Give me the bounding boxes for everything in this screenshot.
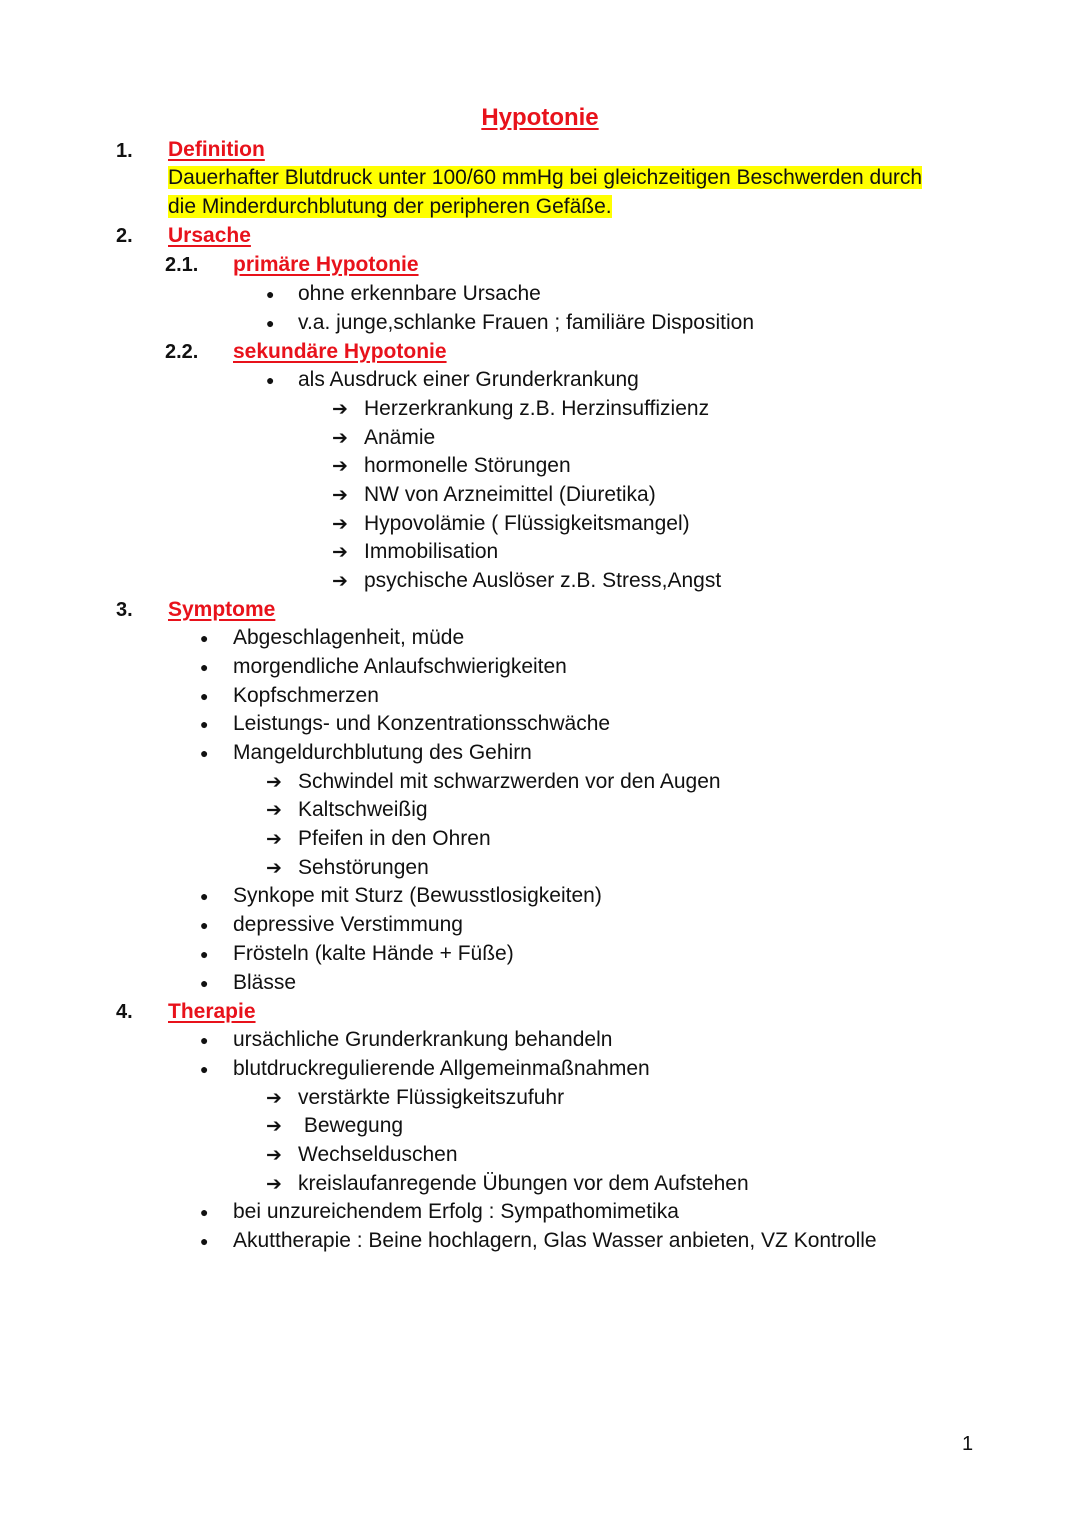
arrow-item: kreislaufanregende Übungen vor dem Aufstehen [298, 1172, 749, 1195]
arrow-icon: ➔ [332, 513, 348, 535]
arrow-icon: ➔ [332, 570, 348, 592]
arrow-item: hormonelle Störungen [364, 454, 571, 477]
arrow-item: NW von Arzneimittel (Diuretika) [364, 483, 656, 506]
arrow-icon: ➔ [266, 1087, 282, 1109]
subsection-number-2-2: 2.2. [165, 341, 199, 363]
arrow-item: Hypovolämie ( Flüssigkeitsmangel) [364, 512, 690, 535]
bullet-icon: ● [200, 745, 209, 761]
arrow-icon: ➔ [332, 541, 348, 563]
bullet-icon: ● [200, 659, 209, 675]
bullet-icon: ● [200, 946, 209, 962]
bullet-icon: ● [200, 1061, 209, 1077]
bullet-icon: ● [266, 372, 275, 388]
arrow-item: Kaltschweißig [298, 798, 428, 821]
list-item: v.a. junge,schlanke Frauen ; familiäre Disposition [298, 311, 755, 334]
arrow-icon: ➔ [266, 1173, 282, 1195]
section-number-4: 4. [116, 1001, 133, 1023]
arrow-icon: ➔ [332, 398, 348, 420]
section-number-3: 3. [116, 599, 133, 621]
list-item: Blässe [233, 971, 297, 994]
arrow-icon: ➔ [332, 427, 348, 449]
bullet-icon: ● [200, 1032, 209, 1048]
section-number-1: 1. [116, 140, 133, 162]
arrow-icon: ➔ [266, 1144, 282, 1166]
list-item: depressive Verstimmung [233, 913, 463, 936]
list-item: blutdruckregulierende Allgemeinmaßnahmen [233, 1057, 650, 1080]
definition-text-line-2 [168, 193, 612, 221]
arrow-icon: ➔ [266, 1115, 282, 1137]
heading-sekundaere-hypotonie: sekundäre Hypotonie [233, 340, 447, 363]
page-title: Hypotonie [481, 104, 599, 131]
highlighted-text: die Minderdurchblutung der peripheren Gefäße. [168, 195, 612, 218]
list-item: Abgeschlagenheit, müde [233, 626, 465, 649]
list-item: Leistungs- und Konzentrationsschwäche [233, 712, 611, 735]
list-item: Kopfschmerzen [233, 684, 379, 707]
bullet-icon: ● [266, 286, 275, 302]
arrow-item: Pfeifen in den Ohren [298, 827, 491, 850]
arrow-icon: ➔ [266, 857, 282, 879]
list-item: ursächliche Grunderkrankung behandeln [233, 1028, 613, 1051]
bullet-icon: ● [200, 888, 209, 904]
arrow-icon: ➔ [332, 484, 348, 506]
heading-symptome: Symptome [168, 598, 276, 621]
subsection-number-2-1: 2.1. [165, 254, 199, 276]
highlighted-text: Dauerhafter Blutdruck unter 100/60 mmHg bei gleichzeitigen Beschwerden durch [168, 166, 923, 189]
arrow-icon: ➔ [266, 828, 282, 850]
arrow-icon: ➔ [266, 771, 282, 793]
heading-therapie: Therapie [168, 1000, 256, 1023]
arrow-item: Wechselduschen [298, 1143, 458, 1166]
bullet-icon: ● [200, 917, 209, 933]
definition-text-line-1 [168, 164, 922, 192]
list-item: Frösteln (kalte Hände + Füße) [233, 942, 514, 965]
page-number: 1 [962, 1433, 974, 1455]
list-item: Akuttherapie : Beine hochlagern, Glas Wasser anbieten, VZ Kontrolle [233, 1229, 877, 1252]
arrow-item: Herzerkrankung z.B. Herzinsuffizienz [364, 397, 710, 420]
bullet-icon: ● [200, 975, 209, 991]
arrow-icon: ➔ [266, 799, 282, 821]
bullet-icon: ● [266, 315, 275, 331]
arrow-item: Sehstörungen [298, 856, 429, 879]
list-item: Mangeldurchblutung des Gehirn [233, 741, 532, 764]
bullet-icon: ● [200, 1233, 209, 1249]
bullet-icon: ● [200, 630, 209, 646]
list-item: ohne erkennbare Ursache [298, 282, 541, 305]
list-item: morgendliche Anlaufschwierigkeiten [233, 655, 567, 678]
bullet-icon: ● [200, 688, 209, 704]
arrow-item: psychische Auslöser z.B. Stress,Angst [364, 569, 722, 592]
list-item: Synkope mit Sturz (Bewusstlosigkeiten) [233, 884, 602, 907]
list-item: als Ausdruck einer Grunderkrankung [298, 368, 639, 391]
arrow-item: Anämie [364, 426, 436, 449]
list-item: bei unzureichendem Erfolg : Sympathomimetika [233, 1200, 679, 1223]
arrow-item: Bewegung [298, 1114, 404, 1137]
section-number-2: 2. [116, 225, 133, 247]
heading-definition: Definition [168, 138, 265, 161]
arrow-item: Schwindel mit schwarzwerden vor den Augen [298, 770, 721, 793]
heading-primaere-hypotonie: primäre Hypotonie [233, 253, 419, 276]
arrow-icon: ➔ [332, 455, 348, 477]
bullet-icon: ● [200, 716, 209, 732]
bullet-icon: ● [200, 1204, 209, 1220]
arrow-item: Immobilisation [364, 540, 499, 563]
heading-ursache: Ursache [168, 224, 251, 247]
arrow-item: verstärkte Flüssigkeitszufuhr [298, 1086, 565, 1109]
